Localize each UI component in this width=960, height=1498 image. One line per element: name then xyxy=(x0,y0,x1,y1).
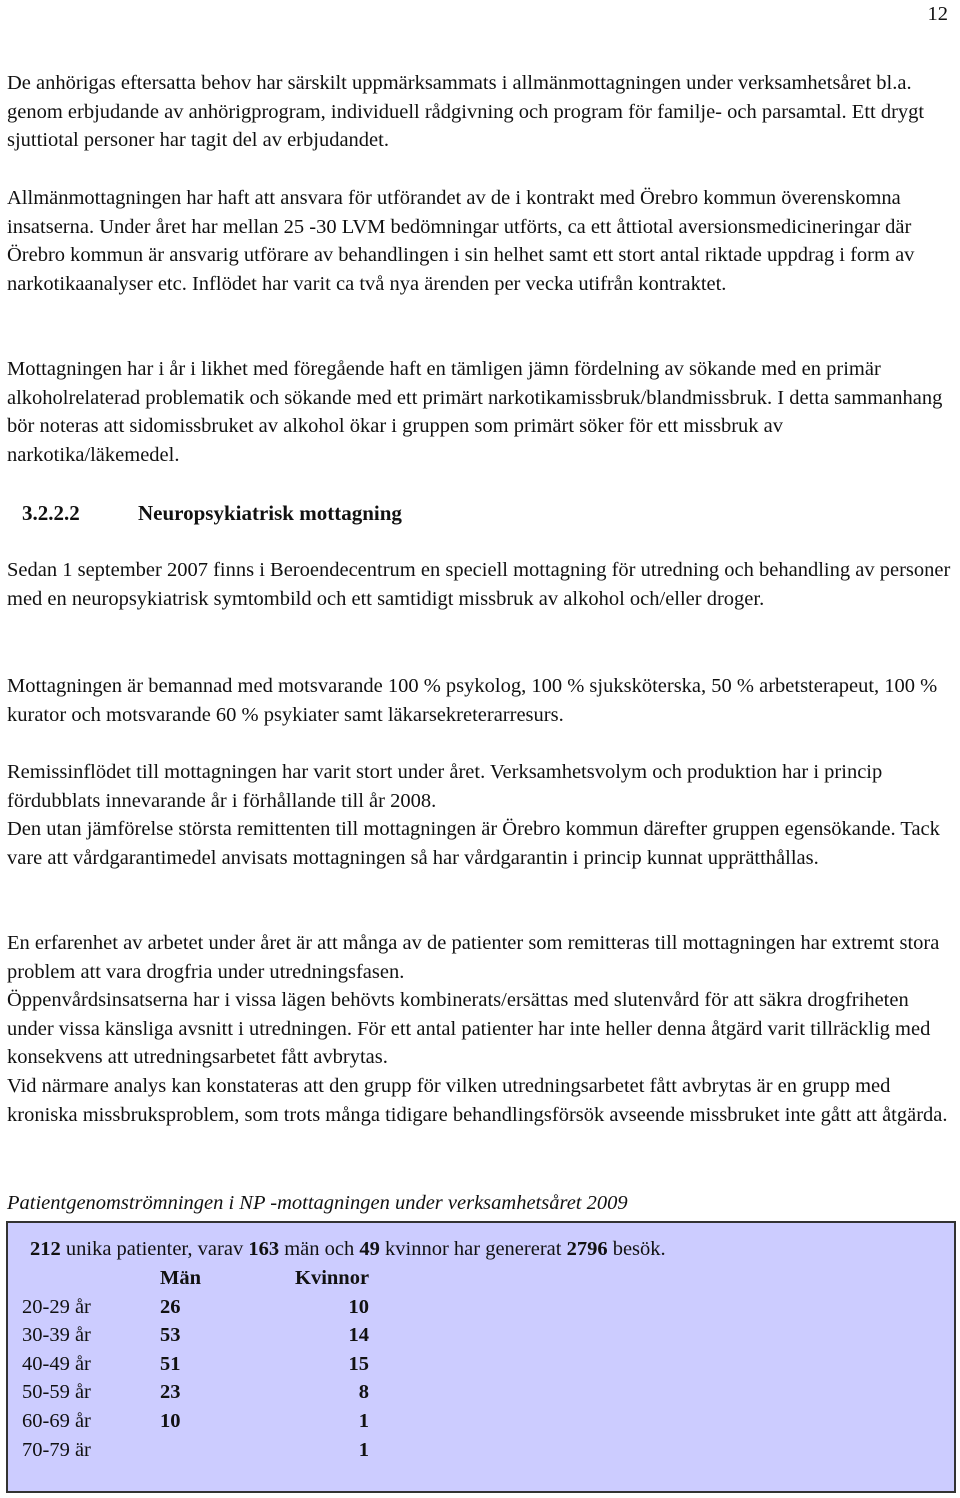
table-row xyxy=(22,1321,369,1350)
women-value: 10 xyxy=(348,1295,370,1318)
section-number: 3.2.2.2 xyxy=(22,501,80,525)
patient-statistics-box xyxy=(6,1221,956,1493)
table-row xyxy=(22,1293,369,1322)
women-value: 15 xyxy=(348,1352,370,1375)
women-count: 49 xyxy=(359,1238,380,1260)
women-value: 1 xyxy=(358,1409,370,1432)
age-group: 40-49 år xyxy=(22,1352,91,1375)
paragraph-experience: En erfarenhet av arbetet under året är att många av de patienter som remitteras till mottagningen har extremt stora problem att vara drogfria under utredningsfasen. xyxy=(7,932,940,983)
men-value: 51 xyxy=(160,1352,181,1375)
paragraph-referrers: Den utan jämförelse största remittenten till mottagningen är Örebro kommun därefter gruppen egensökande. Tack vare att vårdgarantimedel anvisats mottagningen så har vårdgarantin i princip kunnat upprätthållas. xyxy=(7,818,940,869)
paragraph-staffing: Mottagningen är bemannad med motsvarande 100 % psykolog, 100 % sjuksköterska, 50 % arbetsterapeut, 100 % kurator och motsvarande 60 % psykiater samt läkarsekreterarresurs. xyxy=(7,675,938,726)
table-row xyxy=(22,1407,369,1436)
header-age xyxy=(22,1264,160,1293)
total-patients: 212 xyxy=(30,1238,61,1260)
summary-text-women: kvinnor har genererat xyxy=(385,1238,562,1260)
age-group: 70-79 är xyxy=(22,1438,91,1461)
paragraph-np-start: Sedan 1 september 2007 finns i Beroendecentrum en speciell mottagning för utredning och behandling av personer med en neuropsykiatrisk symtombild och ett samtidigt missbruk av alkohol och/eller droger. xyxy=(7,559,951,610)
table-row xyxy=(22,1350,369,1379)
table-header-row xyxy=(22,1264,369,1293)
men-value xyxy=(160,1436,295,1465)
men-count: 163 xyxy=(248,1238,280,1260)
men-value: 53 xyxy=(160,1324,181,1347)
age-group: 20-29 år xyxy=(22,1295,91,1318)
men-value: 26 xyxy=(160,1295,181,1318)
paragraph-relatives: De anhörigas eftersatta behov har särskilt uppmärksammats i allmänmottagningen under verksamhetsåret bl.a. genom erbjudande av anhörigprogram, individuell rådgivning och program för familje- och parsamtal. Ett drygt sjuttiotal personer har tagit del av erbjudandet. xyxy=(7,72,925,152)
summary-line xyxy=(30,1235,666,1264)
table-row xyxy=(22,1378,369,1407)
visits-count: 2796 xyxy=(566,1238,608,1260)
section-title: Neuropsykiatrisk mottagning xyxy=(138,501,402,525)
page-number: 12 xyxy=(927,3,948,25)
women-value: 14 xyxy=(348,1324,370,1347)
table-row xyxy=(22,1436,369,1465)
table-caption: Patientgenomströmningen i NP -mottagningen under verksamhetsåret 2009 xyxy=(7,1192,628,1214)
paragraph-distribution: Mottagningen har i år i likhet med föregående haft en tämligen jämn fördelning av sökande med en primär alkoholrelaterad problematik och sökande med ett primärt narkotikamissbruk/blandmissbruk. I detta sammanhang bör noteras att sidomissbruket av alkohol ökar i gruppen som primärt söker för ett missbruk av narkotika/läkemedel. xyxy=(7,358,943,466)
men-value: 10 xyxy=(160,1409,181,1432)
paragraph-outpatient: Öppenvårdsinsatserna har i vissa lägen behövts kombinerats/ersättas med slutenvård för att säkra drogfriheten under vissa känsliga avsnitt i utredningen. För ett antal patienter har inte heller denna åtgärd varit tillräcklig med konsekvens att utredningsarbetet fått avbrytas. xyxy=(7,989,931,1069)
summary-text-unique: unika patienter, varav xyxy=(65,1238,244,1260)
age-group: 60-69 år xyxy=(22,1409,91,1432)
summary-text-visits: besök. xyxy=(612,1238,666,1260)
paragraph-analysis: Vid närmare analys kan konstateras att den grupp för vilken utredningsarbetet fått avbrytas är en grupp med kroniska missbruksproblem, som trots många tidigare behandlingsförsök avseende missbruket inte gått att åtgärda. xyxy=(7,1075,948,1126)
summary-text-men: män och xyxy=(284,1238,355,1260)
age-distribution-table xyxy=(22,1264,369,1464)
section-heading xyxy=(22,499,402,528)
women-value: 1 xyxy=(358,1438,370,1461)
women-value: 8 xyxy=(358,1381,370,1404)
header-men: Män xyxy=(160,1267,201,1289)
age-group: 50-59 år xyxy=(22,1381,91,1404)
men-value: 23 xyxy=(160,1381,181,1404)
paragraph-contract: Allmänmottagningen har haft att ansvara för utförandet av de i kontrakt med Örebro kommun överenskomna insatserna. Under året har mellan 25 -30 LVM bedömningar utförts, ca ett åttiotal aversionsmedicineringar där Örebro kommun är ansvarig utförare av behandlingen i sin helhet samt ett stort antal riktade uppdrag i form av narkotikaanalyser etc. Inflödet har varit ca två nya ärenden per vecka utifrån kontraktet. xyxy=(7,187,915,295)
paragraph-referrals: Remissinflödet till mottagningen har varit stort under året. Verksamhetsvolym och produktion har i princip fördubblats innevarande år i förhållande till år 2008. xyxy=(7,761,883,812)
age-group: 30-39 år xyxy=(22,1324,91,1347)
header-women: Kvinnor xyxy=(295,1267,370,1289)
